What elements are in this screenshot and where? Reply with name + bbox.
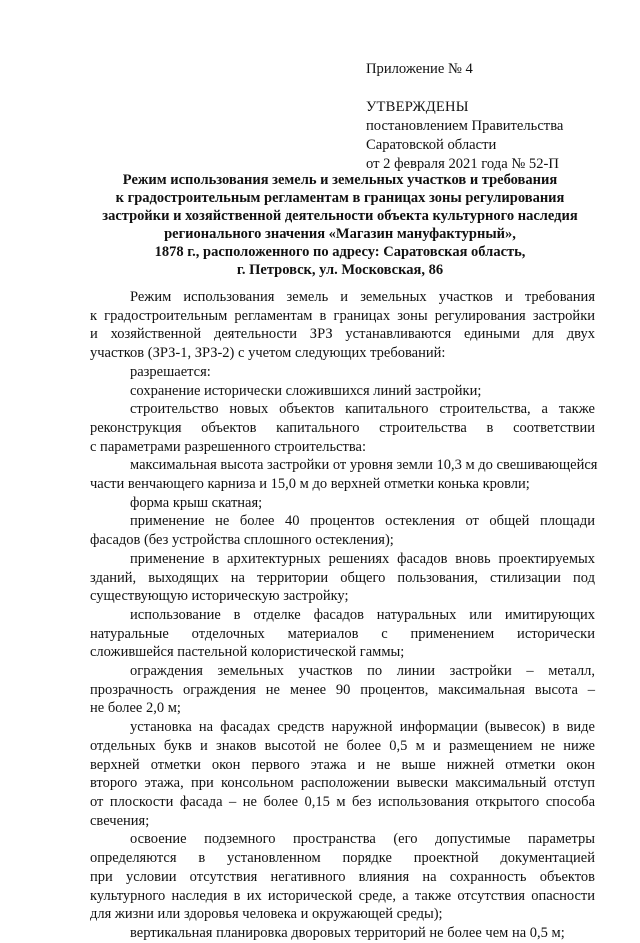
paragraph-line: к градостроительным регламентам в границах зоны регулирования застройки	[90, 307, 595, 324]
paragraph-line: зданий, выходящих на территории общего пользования, стилизации под	[90, 569, 595, 586]
paragraph-line: не более 2,0 м;	[90, 700, 181, 717]
body-paragraph	[90, 606, 595, 662]
paragraph-line: участков (ЗРЗ-1, ЗРЗ-2) с учетом следующих требований:	[90, 345, 446, 362]
paragraph-line: для жизни или здоровья человека и окружающей среды);	[90, 906, 443, 923]
paragraph-line: культурного наследия в их исторической среде, а также отсутствия опасности	[90, 887, 595, 904]
body-paragraph	[90, 288, 595, 363]
title-line: г. Петровск, ул. Московская, 86	[236, 262, 444, 279]
body-paragraph	[90, 662, 595, 718]
title-line: застройки и хозяйственной деятельности объекта культурного наследия	[102, 208, 578, 225]
paragraph-line: прозрачность ограждения не менее 90 процентов, максимальная высота –	[90, 681, 595, 698]
paragraph-line: реконструкция объектов капитального строительства в соответствии	[90, 419, 595, 436]
title-line: 1878 г., расположенного по адресу: Саратовская область,	[154, 244, 526, 261]
paragraph-line: установка на фасадах средств наружной информации (вывесок) в виде	[130, 719, 595, 736]
title-line: к градостроительным регламентам в границах зоны регулирования	[115, 190, 565, 207]
body-paragraph	[90, 924, 595, 943]
body-paragraph	[90, 512, 595, 549]
paragraph-line: применение в архитектурных решениях фасадов вновь проектируемых	[130, 550, 595, 567]
paragraph-line: применение не более 40 процентов остекления от общей площади	[130, 513, 595, 530]
paragraph-line: существующую историческую застройку;	[90, 588, 349, 605]
approved-date-line: от 2 февраля 2021 года № 52-П	[366, 156, 559, 172]
paragraph-line: определяются в установленном порядке проектной документацией	[90, 850, 595, 867]
body-paragraph	[90, 550, 595, 606]
paragraph-line: отдельных букв и знаков высотой не более 0,5 м и размещением не ниже	[90, 737, 595, 754]
paragraph-line: при условии отсутствия негативного влияния на сохранность объектов	[90, 868, 595, 885]
paragraph-line: максимальная высота застройки от уровня земли 10,3 м до свешивающейся	[130, 457, 598, 474]
paragraph-line: ограждения земельных участков по линии застройки – металл,	[130, 663, 595, 680]
paragraph-line: использование в отделке фасадов натуральных или имитирующих	[130, 606, 595, 623]
paragraph-line: свечения;	[90, 812, 150, 829]
paragraph-line: строительство новых объектов капитального строительства, а также	[130, 401, 595, 418]
appendix-block	[366, 60, 626, 174]
document-body	[90, 288, 598, 943]
paragraph-line: с параметрами разрешенного строительства:	[90, 438, 366, 455]
paragraph-line: сохранение исторически сложившихся линий застройки;	[130, 382, 482, 399]
approved-region-line: Саратовской области	[366, 137, 497, 153]
paragraph-line: разрешается:	[130, 363, 211, 380]
paragraph-line: сложившейся пастельной колористической гаммы;	[90, 644, 405, 661]
paragraph-line: от плоскости фасада – не более 0,15 м без использования открытого способа	[90, 793, 595, 810]
paragraph-line: вертикальная планировка дворовых территорий не более чем на 0,5 м;	[130, 924, 565, 941]
paragraph-line: верхней отметки окон первого этажа и не выше нижней отметки окон	[90, 756, 595, 773]
paragraph-line: фасадов (без устройства сплошного остекления);	[90, 532, 394, 549]
paragraph-line: освоение подземного пространства (его допустимые параметры	[130, 831, 595, 848]
paragraph-line: форма крыш скатная;	[130, 494, 263, 511]
paragraph-line: натуральные отделочных материалов с применением исторически	[90, 625, 595, 642]
body-paragraph	[90, 382, 595, 401]
paragraph-line: и хозяйственной деятельности ЗРЗ устанавливаются едиными для двух	[90, 326, 595, 343]
body-paragraph	[90, 456, 598, 493]
body-paragraph	[90, 718, 595, 830]
paragraph-line: второго этажа, при консольном расположении вывески максимальный отступ	[90, 775, 595, 792]
body-paragraph	[90, 830, 595, 924]
body-paragraph	[90, 494, 595, 513]
appendix-number: Приложение № 4	[366, 61, 473, 77]
title-line: регионального значения «Магазин мануфактурный»,	[164, 226, 516, 243]
approved-by-line: постановлением Правительства	[366, 118, 564, 134]
spacer	[366, 79, 626, 98]
body-paragraph	[90, 400, 595, 456]
paragraph-line: Режим использования земель и земельных участков и требования	[130, 289, 595, 305]
body-paragraph	[90, 363, 595, 382]
document-title	[70, 171, 610, 280]
title-line: Режим использования земель и земельных участков и требования	[122, 172, 558, 188]
approved-heading: УТВЕРЖДЕНЫ	[366, 99, 469, 115]
paragraph-line: части венчающего карниза и 15,0 м до верхней отметки конька кровли;	[90, 476, 530, 493]
